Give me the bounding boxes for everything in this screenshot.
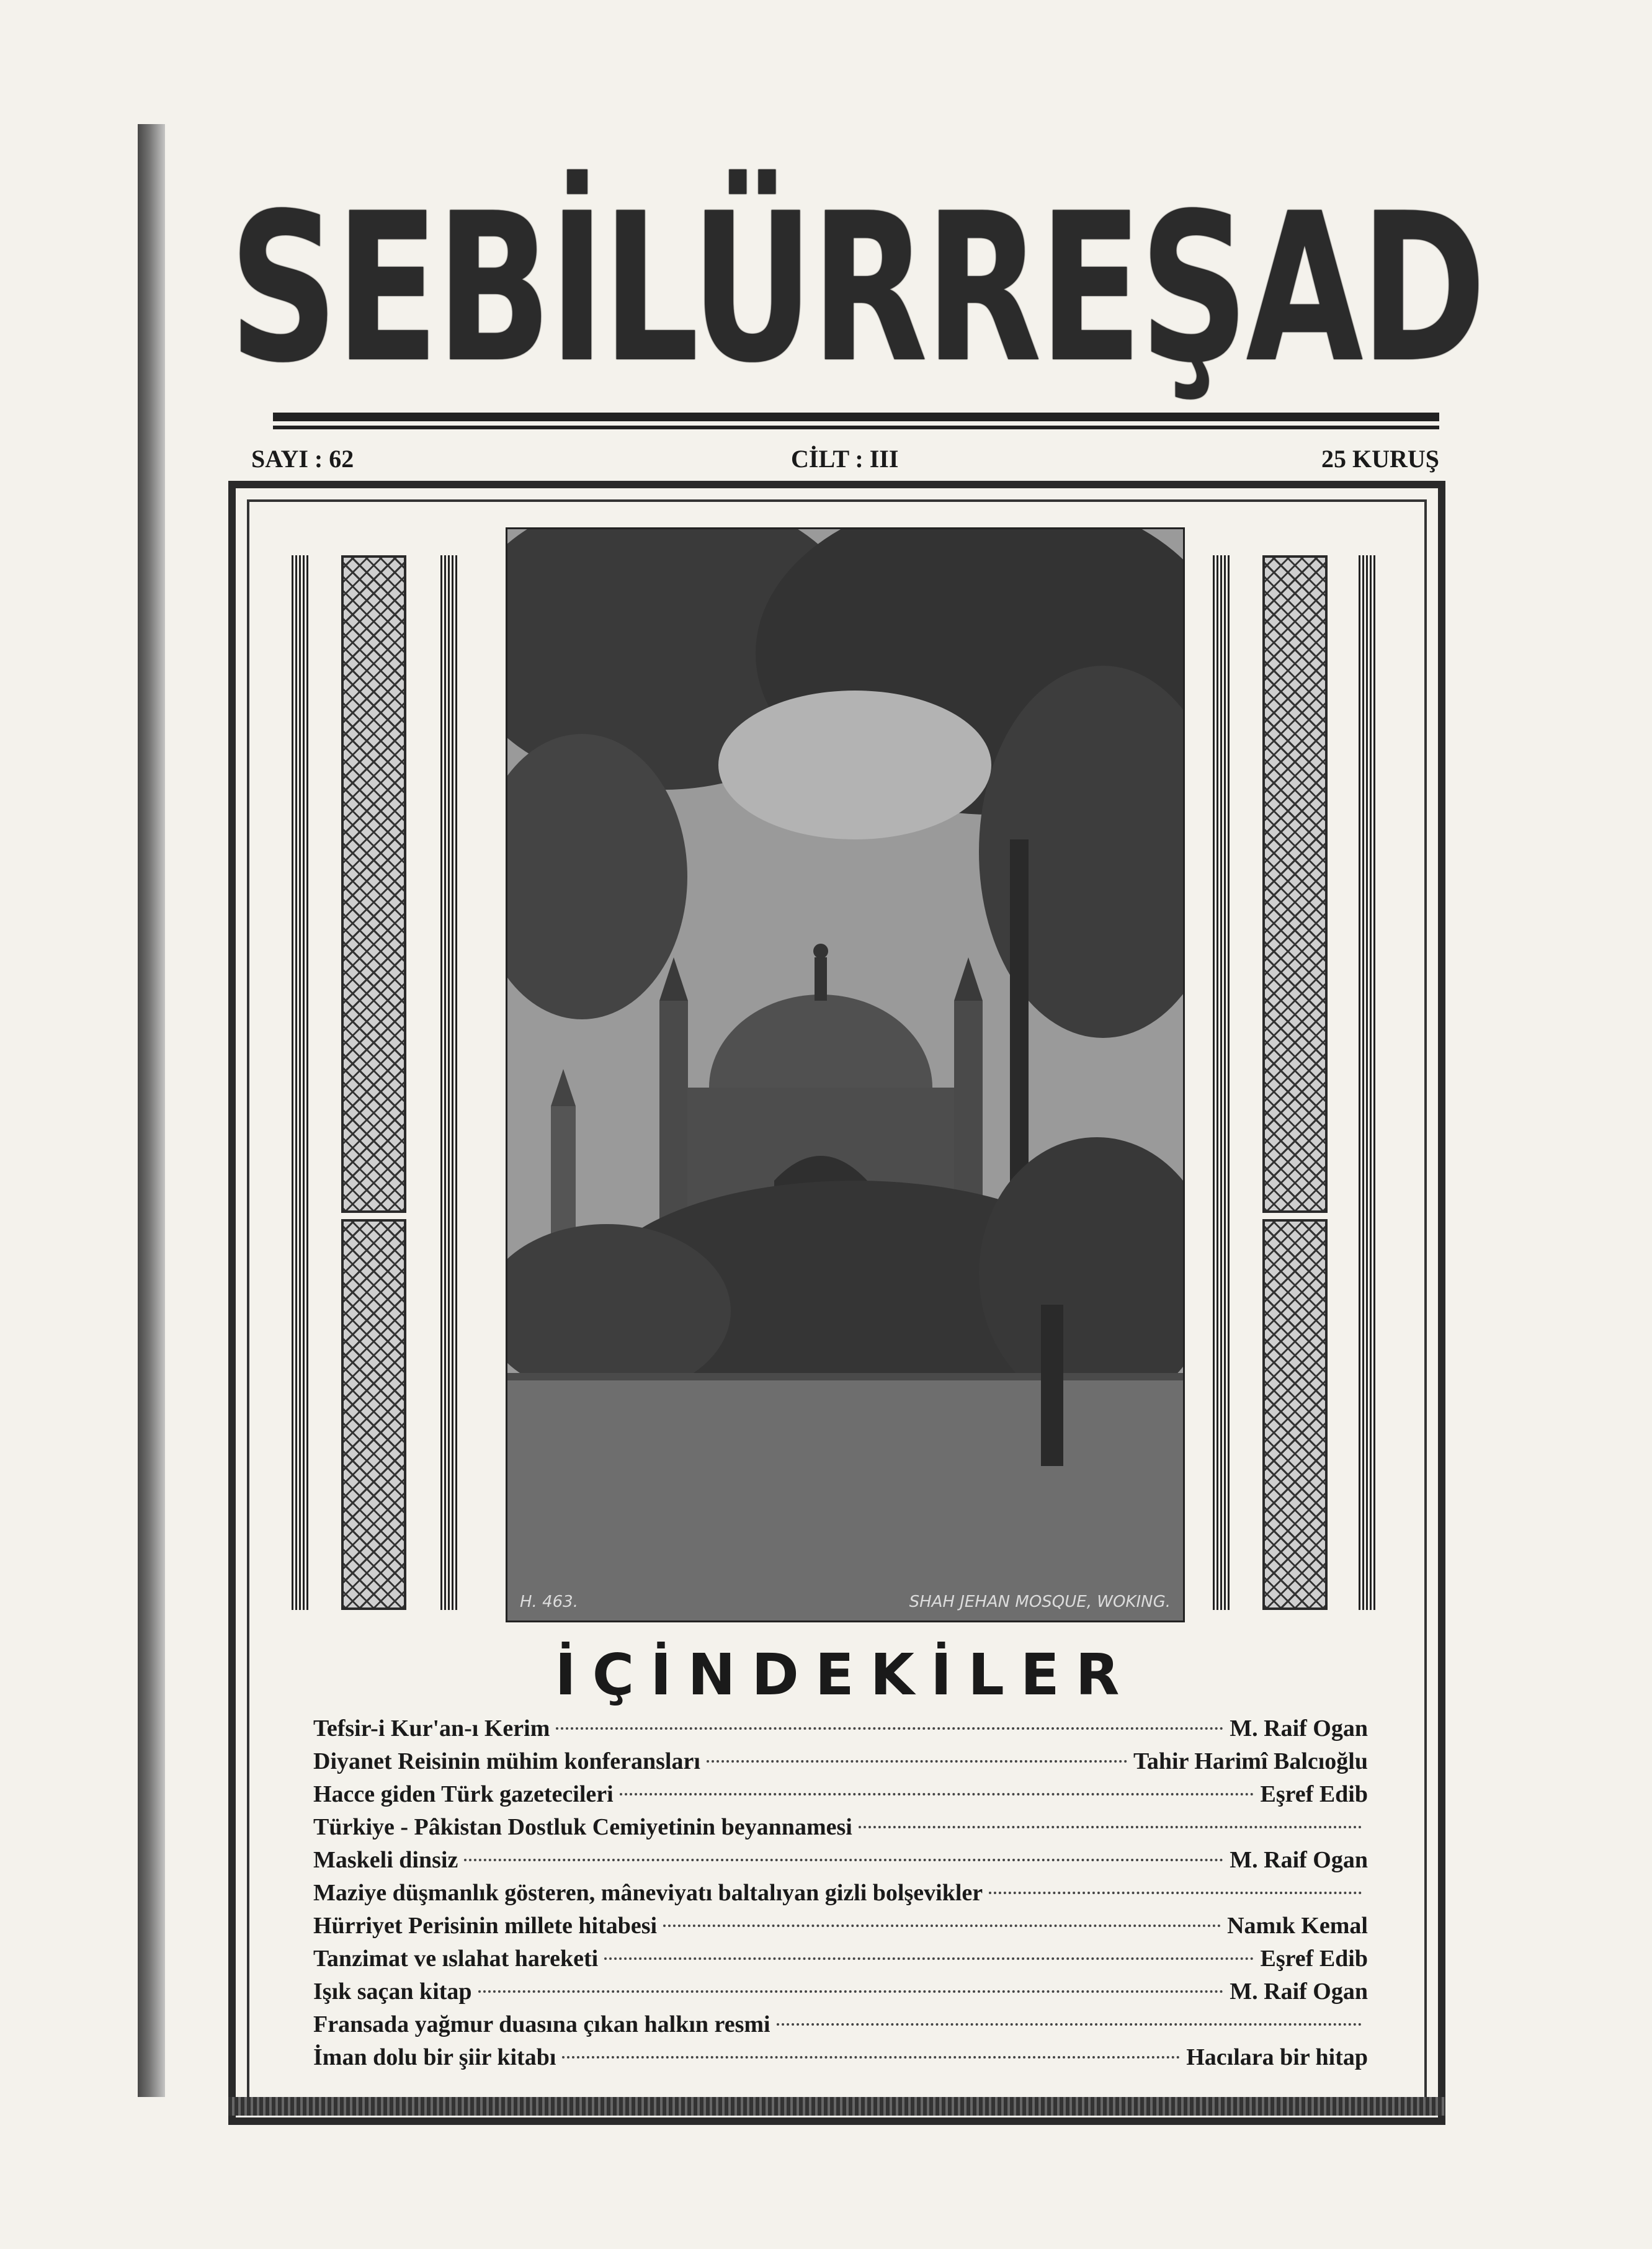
masthead-rule-top: [273, 413, 1439, 421]
toc-entry-title: Maziye düşmanlık gösteren, mâneviyatı baltalıyan gizli bolşevikler: [313, 1880, 983, 1906]
toc-entry: [313, 1778, 1368, 1811]
right-stripe-ornament-inner: [1213, 555, 1231, 1610]
photo-caption-title: SHAH JEHAN MOSQUE, WOKING.: [909, 1593, 1171, 1611]
toc-leader-dots: [989, 1892, 1362, 1894]
footer-rule: [228, 2097, 1445, 2116]
toc-entry: [313, 2041, 1368, 2074]
toc-leader-dots: [556, 1727, 1223, 1730]
scan-edge-shadow: [138, 124, 165, 2097]
toc-entry-title: Türkiye - Pâkistan Dostluk Cemiyetinin beyannamesi: [313, 1814, 852, 1840]
masthead-rule-bottom: [273, 426, 1439, 429]
left-stripe-ornament: [292, 555, 310, 1610]
issue-info-row: [251, 437, 1439, 481]
toc-entry-title: Maskeli dinsiz: [313, 1847, 458, 1873]
left-lattice-lower: [341, 1219, 406, 1610]
toc-entry-author: Eşref Edib: [1260, 1946, 1368, 1972]
toc-entry-author: M. Raif Ogan: [1230, 1847, 1368, 1873]
toc-entry-title: Tanzimat ve ıslahat hareketi: [313, 1946, 599, 1972]
toc-entry-title: Diyanet Reisinin mühim konferansları: [313, 1748, 700, 1774]
left-stripe-ornament-inner: [440, 555, 459, 1610]
table-of-contents: [313, 1712, 1368, 2074]
toc-entry: [313, 1712, 1368, 1745]
toc-entry: [313, 1745, 1368, 1778]
toc-entry-author: Tahir Harimî Balcıoğlu: [1133, 1748, 1368, 1774]
toc-entry-author: M. Raif Ogan: [1230, 1978, 1368, 2005]
mosque-illustration: [507, 529, 1183, 1621]
toc-entry-title: Fransada yağmur duasına çıkan halkın resmi: [313, 2011, 770, 2037]
photo-caption: [507, 1583, 1183, 1621]
toc-entry: [313, 1910, 1368, 1943]
toc-entry-author: Eşref Edib: [1260, 1781, 1368, 1807]
toc-entry-title: Hacce giden Türk gazetecileri: [313, 1781, 614, 1807]
toc-entry-author: M. Raif Ogan: [1230, 1715, 1368, 1742]
toc-entry: [313, 1877, 1368, 1910]
photo-caption-code: H. 463.: [520, 1593, 578, 1611]
toc-leader-dots: [620, 1793, 1254, 1795]
right-lattice-lower: [1262, 1219, 1328, 1610]
toc-leader-dots: [663, 1925, 1221, 1927]
issue-number: SAYI : 62: [251, 445, 354, 473]
toc-leader-dots: [707, 1760, 1127, 1763]
toc-leader-dots: [604, 1957, 1254, 1960]
toc-leader-dots: [562, 2056, 1180, 2059]
masthead: [228, 169, 1484, 408]
toc-leader-dots: [478, 1990, 1224, 1993]
left-lattice-upper: [341, 555, 406, 1213]
toc-leader-dots: [777, 2023, 1362, 2026]
toc-entry: [313, 1943, 1368, 1975]
toc-entry-title: Tefsir-i Kur'an-ı Kerim: [313, 1715, 550, 1742]
toc-entry: [313, 2008, 1368, 2041]
toc-leader-dots: [859, 1826, 1362, 1828]
toc-entry: [313, 1811, 1368, 1844]
right-stripe-ornament: [1359, 555, 1377, 1610]
issue-price: 25 KURUŞ: [1321, 445, 1439, 473]
toc-entry-title: Işık saçan kitap: [313, 1978, 472, 2005]
toc-entry-title: İman dolu bir şiir kitabı: [313, 2044, 556, 2070]
masthead-title: SEBİLÜRREŞAD: [228, 169, 1484, 408]
toc-entry-title: Hürriyet Perisinin millete hitabesi: [313, 1913, 658, 1939]
toc-heading: İÇİNDEKİLER: [555, 1642, 1136, 1708]
toc-entry: [313, 1975, 1368, 2008]
toc-entry: [313, 1844, 1368, 1877]
toc-entry-author: Namık Kemal: [1227, 1913, 1368, 1939]
mosque-photograph: [506, 527, 1185, 1622]
toc-leader-dots: [464, 1859, 1223, 1861]
toc-entry-author: Hacılara bir hitap: [1186, 2044, 1368, 2070]
issue-volume: CİLT : III: [791, 445, 899, 473]
right-lattice-upper: [1262, 555, 1328, 1213]
